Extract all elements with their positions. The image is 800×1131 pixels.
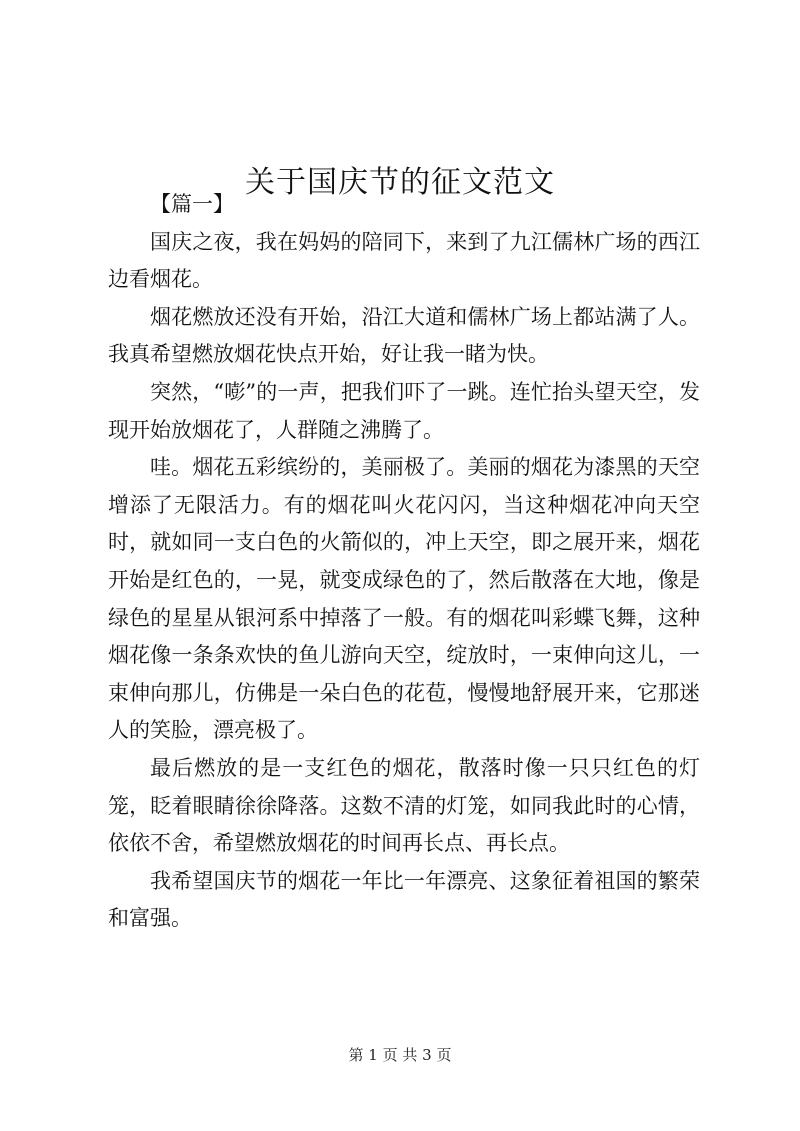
- paragraph-2: 烟花燃放还没有开始，沿江大道和儒林广场上都站满了人。我真希望燃放烟花快点开始，好让我一睹为快。: [108, 304, 700, 367]
- document-body: [108, 186, 700, 938]
- paragraph-4: 哇。烟花五彩缤纷的，美丽极了。美丽的烟花为漆黑的天空增添了无限活力。有的烟花叫火花闪闪，当这种烟花冲向天空时，就如同一支白色的火箭似的，冲上天空，即之展开来，烟花开始是红色的，一晃，就变成绿色的了，然后散落在大地，像是绿色的星星从银河系中掉落了一般。有的烟花叫彩蝶飞舞，这种烟花像一条条欢快的鱼儿游向天空，绽放时，一束伸向这儿，一束伸向那儿，仿佛是一朵白色的花苞，慢慢地舒展开来，它那迷人的笑脸，漂亮极了。: [108, 455, 700, 743]
- page-footer: 第 1 页 共 3 页: [348, 1046, 452, 1064]
- paragraph-5: 最后燃放的是一支红色的烟花，散落时像一只只红色的灯笼，眨着眼睛徐徐降落。这数不清的灯笼，如同我此时的心情，依依不舍，希望燃放烟花的时间再长点、再长点。: [108, 755, 700, 856]
- section-label: 【篇一】: [150, 192, 234, 216]
- paragraph-6: 我希望国庆节的烟花一年比一年漂亮、这象征着祖国的繁荣和富强。: [108, 868, 700, 931]
- paragraph-3: 突然，“嘭”的一声，把我们吓了一跳。连忙抬头望天空，发现开始放烟花了，人群随之沸腾了。: [108, 379, 700, 442]
- document-title: 关于国庆节的征文范文: [245, 165, 555, 201]
- paragraph-1: 国庆之夜，我在妈妈的陪同下，来到了九江儒林广场的西江边看烟花。: [108, 229, 700, 292]
